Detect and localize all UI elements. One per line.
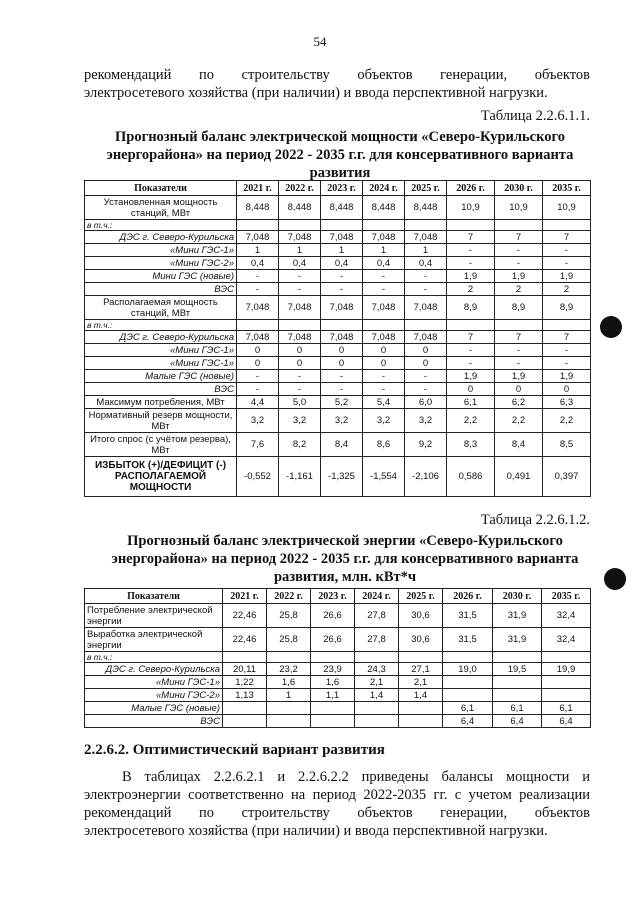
table-row xyxy=(85,320,591,331)
table-cell xyxy=(363,320,405,331)
table-row xyxy=(85,457,591,497)
table-cell: - xyxy=(363,370,405,383)
row-label: в т.ч.: xyxy=(85,220,237,231)
section-heading: 2.2.6.2. Оптимистический вариант развития xyxy=(84,742,385,758)
table-cell: 1,9 xyxy=(543,270,591,283)
table-cell xyxy=(399,652,443,663)
table1-header-row xyxy=(85,181,591,196)
table-cell: 10,9 xyxy=(495,196,543,220)
table-cell: 2 xyxy=(447,283,495,296)
energy-balance-table xyxy=(84,588,591,728)
section-line-3: рекомендаций по строительству объектов генерации, объектов xyxy=(84,805,590,821)
table-cell: 1,9 xyxy=(447,370,495,383)
table2-title: Прогнозный баланс электрической энергии «Северо-Курильского энергорайона» на период 2022 - 2035 г.г. для консервативного варианта развития, млн. кВт*ч xyxy=(111,533,579,585)
table-cell: 1,9 xyxy=(495,270,543,283)
table-cell: 5,0 xyxy=(279,396,321,409)
table-cell: 7,048 xyxy=(279,296,321,320)
table-cell: - xyxy=(237,383,279,396)
table-cell: 6,2 xyxy=(495,396,543,409)
table-cell: 23,2 xyxy=(267,663,311,676)
column-header-year: 2030 г. xyxy=(495,181,543,196)
table-cell: 7,048 xyxy=(363,296,405,320)
table-cell: 1 xyxy=(363,244,405,257)
row-label: Установленная мощность станций, МВт xyxy=(85,196,237,220)
column-header-year: 2023 г. xyxy=(321,181,363,196)
row-label: ДЭС г. Северо-Курильска xyxy=(85,663,223,676)
table-cell: - xyxy=(279,270,321,283)
intro-line-2: электросетевого хозяйства (при наличии) и ввода перспективной нагрузки. xyxy=(84,85,548,101)
table-cell xyxy=(237,220,279,231)
table-cell: - xyxy=(321,270,363,283)
table-cell xyxy=(543,220,591,231)
table-cell: - xyxy=(363,383,405,396)
table-cell: 7 xyxy=(543,231,591,244)
table-cell: 6,1 xyxy=(443,702,493,715)
table-cell: 8,9 xyxy=(543,296,591,320)
row-label: ИЗБЫТОК (+)/ДЕФИЦИТ (-) РАСПОЛАГАЕМОЙ МОЩНОСТИ xyxy=(85,457,237,497)
table-cell: 3,2 xyxy=(363,409,405,433)
section-line-4: электросетевого хозяйства (при наличии) и ввода перспективной нагрузки. xyxy=(84,823,548,839)
table-cell: - xyxy=(237,283,279,296)
table-cell: 2,1 xyxy=(355,676,399,689)
row-label: «Мини ГЭС-2» xyxy=(85,257,237,270)
table-cell: 7,048 xyxy=(237,231,279,244)
table-cell: 1 xyxy=(279,244,321,257)
table-cell: -1,554 xyxy=(363,457,405,497)
table-cell: - xyxy=(279,370,321,383)
table-cell: 1,4 xyxy=(355,689,399,702)
table-cell xyxy=(443,652,493,663)
table-row xyxy=(85,604,591,628)
table-cell: - xyxy=(447,244,495,257)
table-cell: 6,1 xyxy=(542,702,591,715)
table-row xyxy=(85,652,591,663)
table-cell: 1 xyxy=(405,244,447,257)
table-cell: 6,1 xyxy=(493,702,542,715)
table-cell: 0,4 xyxy=(279,257,321,270)
table-cell: 6,0 xyxy=(405,396,447,409)
table-cell xyxy=(267,715,311,728)
table-cell: 2 xyxy=(495,283,543,296)
table-cell: - xyxy=(543,244,591,257)
column-header-year: 2022 г. xyxy=(279,181,321,196)
table-cell: 1,4 xyxy=(399,689,443,702)
table-cell: 1 xyxy=(267,689,311,702)
table-row xyxy=(85,396,591,409)
table-row xyxy=(85,283,591,296)
row-label: Малые ГЭС (новые) xyxy=(85,370,237,383)
table-cell: 0,4 xyxy=(363,257,405,270)
table-cell: 7 xyxy=(495,331,543,344)
table-cell: 0 xyxy=(363,344,405,357)
table-cell: 0 xyxy=(237,357,279,370)
table-cell xyxy=(443,676,493,689)
table-cell: 1,6 xyxy=(311,676,355,689)
table-cell: - xyxy=(495,344,543,357)
table-cell: 7,048 xyxy=(279,231,321,244)
table-cell: 8,448 xyxy=(279,196,321,220)
table-cell xyxy=(311,652,355,663)
table-cell: 20,11 xyxy=(223,663,267,676)
table-cell xyxy=(267,702,311,715)
table-cell xyxy=(542,652,591,663)
table-cell: 27,1 xyxy=(399,663,443,676)
table-cell: 2 xyxy=(543,283,591,296)
table-row xyxy=(85,244,591,257)
table-cell xyxy=(447,320,495,331)
row-label: ДЭС г. Северо-Курильска xyxy=(85,331,237,344)
table-cell: 9,2 xyxy=(405,433,447,457)
table-cell: 0 xyxy=(543,383,591,396)
row-label: Располагаемая мощность станций, МВт xyxy=(85,296,237,320)
table-row xyxy=(85,344,591,357)
table1-title: Прогнозный баланс электрической мощности «Северо-Курильского энергорайона» на период 2022 - 2035 г.г. для консервативного варианта развития xyxy=(106,129,574,181)
row-label: ДЭС г. Северо-Курильска xyxy=(85,231,237,244)
table-cell xyxy=(542,689,591,702)
table1-number: Таблица 2.2.6.1.1. xyxy=(480,108,590,124)
column-header-year: 2025 г. xyxy=(399,589,443,604)
page-number: 54 xyxy=(313,34,327,49)
table-cell: 7,048 xyxy=(321,331,363,344)
table-cell xyxy=(493,689,542,702)
table-cell: 31,9 xyxy=(493,604,542,628)
row-label: Максимум потребления, МВт xyxy=(85,396,237,409)
table-cell: 0,397 xyxy=(543,457,591,497)
table-cell xyxy=(399,702,443,715)
table-row xyxy=(85,331,591,344)
table-cell: 1 xyxy=(237,244,279,257)
table-cell: -0,552 xyxy=(237,457,279,497)
row-label: ВЭС xyxy=(85,383,237,396)
table-cell: 10,9 xyxy=(447,196,495,220)
table-cell: 0,491 xyxy=(495,457,543,497)
table-cell: - xyxy=(447,344,495,357)
table-cell: 19,0 xyxy=(443,663,493,676)
table-row xyxy=(85,383,591,396)
table-cell: 7 xyxy=(447,331,495,344)
table-cell: 0,4 xyxy=(237,257,279,270)
table-cell xyxy=(493,652,542,663)
table2-number: Таблица 2.2.6.1.2. xyxy=(480,512,590,528)
table-cell: - xyxy=(447,257,495,270)
table-cell: - xyxy=(543,257,591,270)
table-cell: 2,1 xyxy=(399,676,443,689)
table-cell: 0,4 xyxy=(321,257,363,270)
table-cell: 30,6 xyxy=(399,604,443,628)
table-cell: 7,048 xyxy=(363,231,405,244)
row-label: Итого спрос (с учётом резерва), МВт xyxy=(85,433,237,457)
table-cell xyxy=(279,220,321,231)
table-cell: 0,586 xyxy=(447,457,495,497)
punch-hole-mark xyxy=(600,316,622,338)
table-cell xyxy=(405,320,447,331)
table-cell: - xyxy=(405,283,447,296)
table-cell: 0 xyxy=(405,344,447,357)
table-cell: - xyxy=(237,270,279,283)
column-header-indicator: Показатели xyxy=(85,181,237,196)
table-cell: 25,8 xyxy=(267,604,311,628)
table-cell: 7 xyxy=(495,231,543,244)
table-cell: 7,048 xyxy=(405,296,447,320)
table-row xyxy=(85,715,591,728)
column-header-year: 2022 г. xyxy=(267,589,311,604)
table-cell: -1,161 xyxy=(279,457,321,497)
table-cell: 3,2 xyxy=(279,409,321,433)
table-cell: 7,048 xyxy=(405,331,447,344)
column-header-year: 2021 г. xyxy=(237,181,279,196)
table-cell: 7,048 xyxy=(321,296,363,320)
table-cell: - xyxy=(543,344,591,357)
table-cell: 8,9 xyxy=(447,296,495,320)
table-cell xyxy=(321,220,363,231)
table-cell: 23,9 xyxy=(311,663,355,676)
table-cell: 10,9 xyxy=(543,196,591,220)
row-label: в т.ч.: xyxy=(85,320,237,331)
row-label: Нормативный резерв мощности, МВт xyxy=(85,409,237,433)
table-cell: 8,6 xyxy=(363,433,405,457)
table-cell: 2,2 xyxy=(543,409,591,433)
row-label: в т.ч.: xyxy=(85,652,223,663)
table-cell: - xyxy=(405,383,447,396)
column-header-indicator: Показатели xyxy=(85,589,223,604)
table-cell: 1,9 xyxy=(447,270,495,283)
table-cell: - xyxy=(279,383,321,396)
table-cell: 0 xyxy=(279,344,321,357)
table-cell xyxy=(355,715,399,728)
table-cell: 24,3 xyxy=(355,663,399,676)
table-cell: 0 xyxy=(279,357,321,370)
table-cell: 0 xyxy=(363,357,405,370)
table-cell: 19,5 xyxy=(493,663,542,676)
table-cell: 31,5 xyxy=(443,604,493,628)
table-cell: - xyxy=(543,357,591,370)
table-cell: - xyxy=(363,270,405,283)
table-row xyxy=(85,270,591,283)
table-cell: 7,048 xyxy=(237,296,279,320)
table-cell: 1,22 xyxy=(223,676,267,689)
table-cell: 27,8 xyxy=(355,604,399,628)
table-cell xyxy=(311,702,355,715)
table-cell: 0 xyxy=(321,344,363,357)
column-header-year: 2025 г. xyxy=(405,181,447,196)
row-label: Малые ГЭС (новые) xyxy=(85,702,223,715)
table-cell: 6,3 xyxy=(543,396,591,409)
table-cell: 1,13 xyxy=(223,689,267,702)
intro-line-1: рекомендаций по строительству объектов генерации, объектов xyxy=(84,67,590,83)
table-cell: 1,6 xyxy=(267,676,311,689)
table-cell xyxy=(223,702,267,715)
row-label: «Мини ГЭС-1» xyxy=(85,357,237,370)
table-cell: 8,9 xyxy=(495,296,543,320)
table-cell: - xyxy=(405,370,447,383)
table-cell: 22,46 xyxy=(223,628,267,652)
table-cell: 0 xyxy=(447,383,495,396)
table-cell: 2,2 xyxy=(447,409,495,433)
table-cell: 8,448 xyxy=(363,196,405,220)
table-cell: - xyxy=(321,283,363,296)
table-cell: 7,048 xyxy=(237,331,279,344)
table-cell: 7,048 xyxy=(321,231,363,244)
table-cell: - xyxy=(279,283,321,296)
table-row xyxy=(85,357,591,370)
column-header-year: 2024 г. xyxy=(355,589,399,604)
table-cell: 4,4 xyxy=(237,396,279,409)
table-cell xyxy=(542,676,591,689)
table-cell: 6,4 xyxy=(443,715,493,728)
table-cell: 1,1 xyxy=(311,689,355,702)
column-header-year: 2026 г. xyxy=(447,181,495,196)
table-cell xyxy=(311,715,355,728)
table-cell: 1,9 xyxy=(495,370,543,383)
table-cell xyxy=(237,320,279,331)
table-row xyxy=(85,257,591,270)
table-cell: 32,4 xyxy=(542,628,591,652)
table-cell: - xyxy=(495,357,543,370)
table-row xyxy=(85,663,591,676)
table-cell: 5,2 xyxy=(321,396,363,409)
section-line-2: электроэнергии соответственно на период 2022-2035 гг. с учетом реализации xyxy=(84,787,590,803)
column-header-year: 2035 г. xyxy=(542,589,591,604)
table-cell: 0,4 xyxy=(405,257,447,270)
table-cell: 0 xyxy=(405,357,447,370)
row-label: «Мини ГЭС-1» xyxy=(85,244,237,257)
table-cell: 0 xyxy=(495,383,543,396)
table-cell xyxy=(321,320,363,331)
table-row xyxy=(85,409,591,433)
table-cell xyxy=(495,220,543,231)
table-cell: 5,4 xyxy=(363,396,405,409)
table-row xyxy=(85,676,591,689)
table-cell: 7 xyxy=(543,331,591,344)
table-cell xyxy=(493,676,542,689)
table-cell: 19,9 xyxy=(542,663,591,676)
row-label: Выработка электрической энергии xyxy=(85,628,223,652)
table-cell: 8,448 xyxy=(405,196,447,220)
table-cell: -2,106 xyxy=(405,457,447,497)
table-cell: 7,048 xyxy=(405,231,447,244)
table-cell: -1,325 xyxy=(321,457,363,497)
table-cell: 7,048 xyxy=(279,331,321,344)
table-cell: 26,6 xyxy=(311,628,355,652)
table-cell: - xyxy=(447,357,495,370)
row-label: ВЭС xyxy=(85,283,237,296)
row-label: «Мини ГЭС-1» xyxy=(85,344,237,357)
table-row xyxy=(85,689,591,702)
table-cell: 3,2 xyxy=(321,409,363,433)
column-header-year: 2023 г. xyxy=(311,589,355,604)
table-cell: 8,5 xyxy=(543,433,591,457)
table-cell xyxy=(223,715,267,728)
table-cell: - xyxy=(405,270,447,283)
table-row xyxy=(85,433,591,457)
table-cell: - xyxy=(495,244,543,257)
table-cell xyxy=(363,220,405,231)
table2-header-row xyxy=(85,589,591,604)
column-header-year: 2024 г. xyxy=(363,181,405,196)
table-cell xyxy=(355,652,399,663)
table-cell: 7,048 xyxy=(363,331,405,344)
table-cell xyxy=(543,320,591,331)
table-cell: 31,9 xyxy=(493,628,542,652)
table-cell: 8,4 xyxy=(495,433,543,457)
table-cell: 0 xyxy=(321,357,363,370)
column-header-year: 2026 г. xyxy=(443,589,493,604)
section-line-1: В таблицах 2.2.6.2.1 и 2.2.6.2.2 приведены балансы мощности и xyxy=(122,769,590,785)
table-cell: - xyxy=(363,283,405,296)
table-cell: 8,448 xyxy=(237,196,279,220)
table-cell: 26,6 xyxy=(311,604,355,628)
row-label: «Мини ГЭС-1» xyxy=(85,676,223,689)
column-header-year: 2030 г. xyxy=(493,589,542,604)
row-label: Мини ГЭС (новые) xyxy=(85,270,237,283)
row-label: ВЭС xyxy=(85,715,223,728)
table-cell: 25,8 xyxy=(267,628,311,652)
power-balance-table xyxy=(84,180,591,497)
table-cell xyxy=(447,220,495,231)
table-cell: 6,4 xyxy=(542,715,591,728)
row-label: Потребление электрической энергии xyxy=(85,604,223,628)
table-cell xyxy=(399,715,443,728)
punch-hole-mark xyxy=(604,568,626,590)
table-cell xyxy=(495,320,543,331)
table-cell: 7 xyxy=(447,231,495,244)
table-cell xyxy=(405,220,447,231)
table-row xyxy=(85,296,591,320)
table-row xyxy=(85,231,591,244)
table-cell: 1,9 xyxy=(543,370,591,383)
table-cell: 8,2 xyxy=(279,433,321,457)
table-cell: - xyxy=(321,370,363,383)
table-cell: 22,46 xyxy=(223,604,267,628)
table-cell: 32,4 xyxy=(542,604,591,628)
column-header-year: 2021 г. xyxy=(223,589,267,604)
table-cell: 30,6 xyxy=(399,628,443,652)
table-row xyxy=(85,220,591,231)
table-cell xyxy=(443,689,493,702)
table-cell: 1 xyxy=(321,244,363,257)
table-cell: - xyxy=(237,370,279,383)
column-header-year: 2035 г. xyxy=(543,181,591,196)
table-cell xyxy=(223,652,267,663)
table-row xyxy=(85,628,591,652)
table-cell: - xyxy=(321,383,363,396)
table-cell xyxy=(355,702,399,715)
table-row xyxy=(85,196,591,220)
table-cell: 27,8 xyxy=(355,628,399,652)
table-cell: 8,448 xyxy=(321,196,363,220)
table-cell: - xyxy=(495,257,543,270)
table-row xyxy=(85,370,591,383)
table-cell: 7,6 xyxy=(237,433,279,457)
table-cell xyxy=(279,320,321,331)
table-cell: 2,2 xyxy=(495,409,543,433)
table-cell: 31,5 xyxy=(443,628,493,652)
table-cell: 0 xyxy=(237,344,279,357)
table-cell xyxy=(267,652,311,663)
table-row xyxy=(85,702,591,715)
table-cell: 6,1 xyxy=(447,396,495,409)
table-cell: 8,4 xyxy=(321,433,363,457)
table-cell: 3,2 xyxy=(237,409,279,433)
table-cell: 3,2 xyxy=(405,409,447,433)
row-label: «Мини ГЭС-2» xyxy=(85,689,223,702)
table-cell: 8,3 xyxy=(447,433,495,457)
table-cell: 6,4 xyxy=(493,715,542,728)
